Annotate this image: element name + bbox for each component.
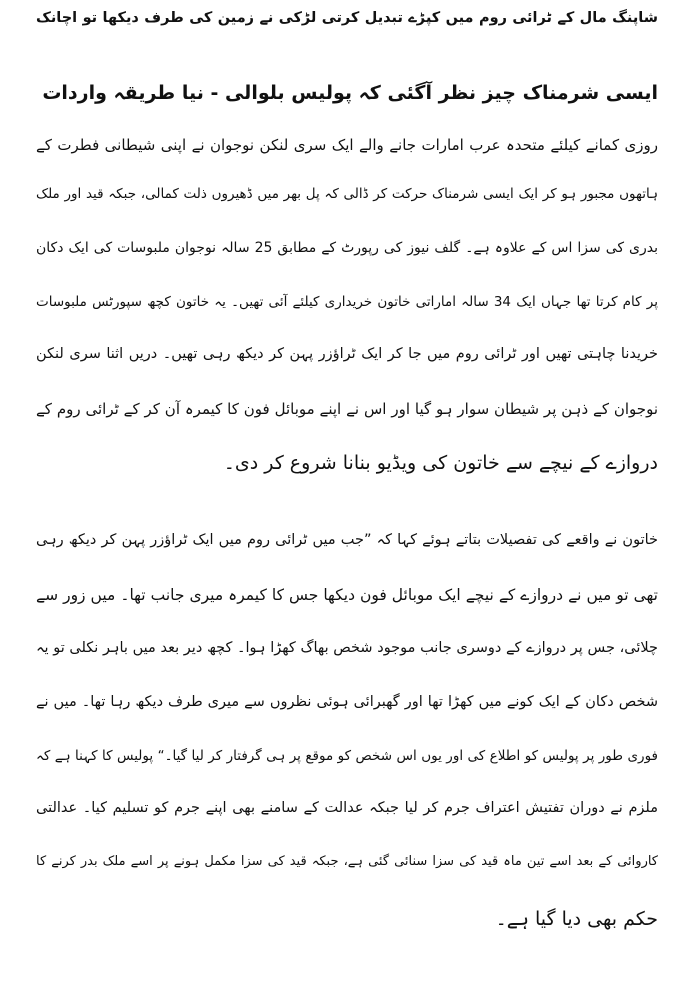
paragraph-line: حکم بھی دیا گیا ہے۔	[495, 908, 658, 930]
paragraph-line: پر کام کرتا تھا جہاں ایک 34 سالہ اماراتی خاتون خریداری کیلئے آئی تھیں۔ یہ خاتون کچھ سپورٹس ملبوسات	[36, 294, 658, 310]
paragraph-line: تھی تو میں نے دروازے کے نیچے ایک موبائل فون دیکھا جس کا کیمرہ میری جانب تھا۔ میں زور سے	[36, 586, 658, 604]
paragraph-line: بدری کی سزا اس کے علاوہ ہے۔ گلف نیوز کی رپورٹ کے مطابق 25 سالہ نوجوان ملبوسات کی ایک دکان	[36, 240, 659, 256]
paragraph-line: خریدنا چاہتی تھیں اور ٹرائی روم میں جا کر ایک ٹراؤزر پہن کر دیکھ رہی تھیں۔ دریں اثنا سری لنکن	[36, 346, 658, 362]
paragraph-line: نوجوان کے ذہن پر شیطان سوار ہو گیا اور اس نے اپنے موبائل فون کا کیمرہ آن کر کے ٹرائی روم کے	[36, 400, 658, 418]
paragraph-line: شخص دکان کے ایک کونے میں کھڑا تھا اور گھبرائی ہوئی نظروں سے میری طرف دیکھ رہا تھا۔ میں نے	[36, 694, 658, 710]
paragraph-line: ملزم نے دوران تفتیش اعتراف جرم کر لیا جبکہ عدالت کے سامنے بھی اپنے جرم کو تسلیم کیا۔ عدالتی	[36, 800, 658, 816]
paragraph-line: ہاتھوں مجبور ہو کر ایک ایسی شرمناک حرکت کر ڈالی کہ پل بھر میں ڈھیروں ذلت کمالی، جبکہ قید اور ملک	[36, 186, 658, 202]
paragraph-line: دروازے کے نیچے سے خاتون کی ویڈیو بنانا شروع کر دی۔	[223, 452, 658, 474]
paragraph-line: روزی کمانے کیلئے متحدہ عرب امارات جانے والے ایک سری لنکن نوجوان نے اپنی شیطانی فطرت کے	[36, 136, 658, 154]
paragraph-line: چلائی، جس پر دروازے کے دوسری جانب موجود شخص بھاگ کھڑا ہوا۔ کچھ دیر بعد میں باہر نکلی تو یہ	[36, 640, 658, 656]
paragraph-line: خاتون نے واقعے کی تفصیلات بتاتے ہوئے کہا کہ ”جب میں ٹرائی روم میں ایک ٹراؤزر پہن کر دیکھ رہی	[36, 532, 658, 548]
headline-line: شاپنگ مال کے ٹرائی روم میں کپڑے تبدیل کرتی لڑکی نے زمین کی طرف دیکھا تو اچانک	[36, 10, 658, 26]
paragraph-line: کاروائی کے بعد اسے تین ماہ قید کی سزا سنائی گئی ہے، جبکہ قید کی سزا مکمل ہونے پر اسے ملک بدر کرنے کا	[36, 854, 658, 869]
paragraph-line: فوری طور پر پولیس کو اطلاع کی اور یوں اس شخص کو موقع پر ہی گرفتار کر لیا گیا۔“ پولیس کا کہنا ہے کہ	[36, 748, 658, 764]
headline-line: ایسی شرمناک چیز نظر آگئی کہ پولیس بلوالی - نیا طریقہ واردات	[42, 82, 658, 104]
